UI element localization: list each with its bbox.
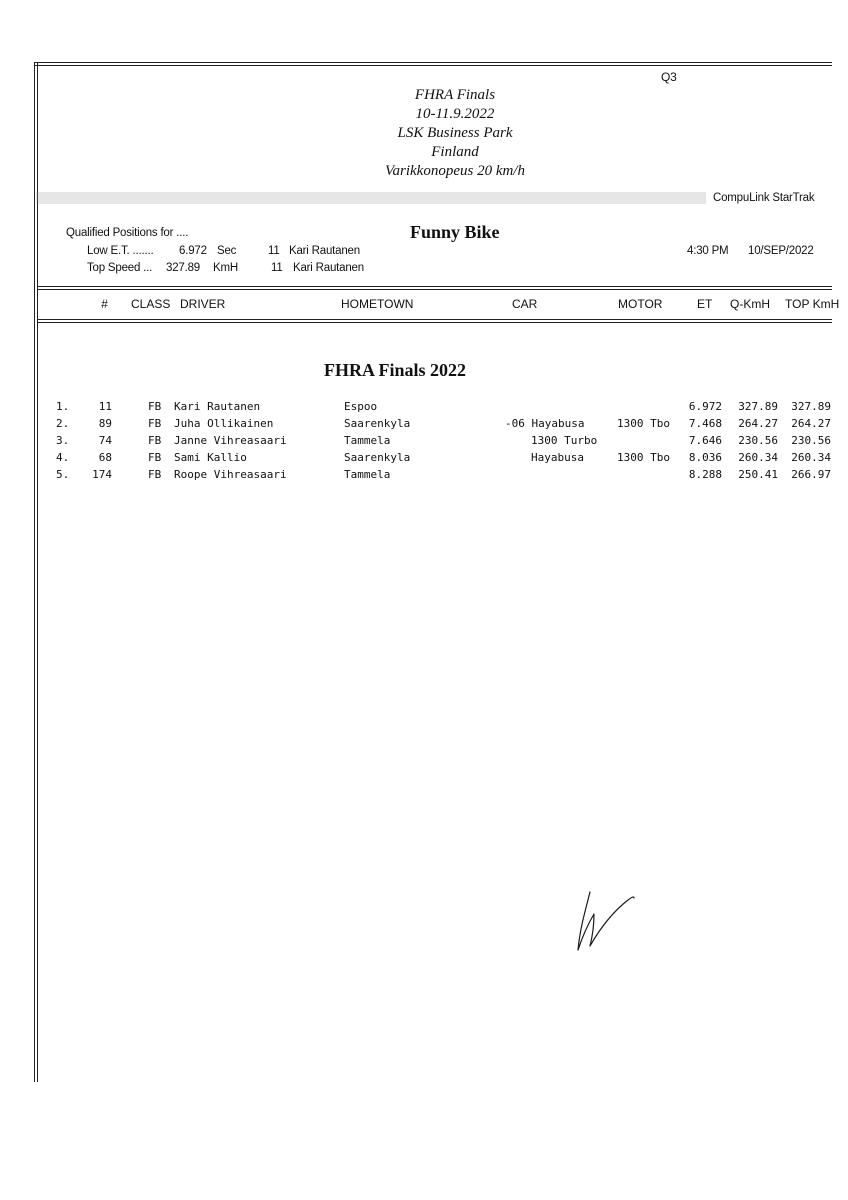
row-class: FB xyxy=(148,434,162,447)
event-country: Finland xyxy=(431,144,479,160)
col-header-car: CAR xyxy=(512,297,538,311)
col-header-motor: MOTOR xyxy=(618,297,663,311)
class-title: Funny Bike xyxy=(410,222,500,242)
row-motor: 1300 Tbo xyxy=(617,451,670,464)
row-number: 68 xyxy=(98,451,112,464)
row-car: Hayabusa xyxy=(531,451,584,464)
left-margin-line-inner xyxy=(37,62,38,1082)
row-et: 8.036 xyxy=(688,451,722,464)
event-header xyxy=(330,86,580,181)
row-position: 3. xyxy=(56,434,70,447)
low-et-driver: Kari Rautanen xyxy=(289,245,360,257)
row-et: 6.972 xyxy=(688,400,722,413)
top-border-line-2 xyxy=(34,65,832,66)
low-et-car-no: 11 xyxy=(268,245,280,257)
column-header-top-line-2 xyxy=(37,289,832,290)
row-driver: Roope Vihreasaari xyxy=(174,468,287,481)
event-note: Varikkonopeus 20 km/h xyxy=(385,163,525,179)
row-qkmh: 250.41 xyxy=(738,468,778,481)
top-speed-unit: KmH xyxy=(213,262,238,274)
low-et-label: Low E.T. ....... xyxy=(87,245,154,257)
col-header-driver: DRIVER xyxy=(180,297,226,311)
col-header-hometown: HOMETOWN xyxy=(341,297,414,311)
column-header-top-line xyxy=(37,286,832,287)
row-motor: 1300 Tbo xyxy=(617,417,670,430)
row-driver: Sami Kallio xyxy=(174,451,247,464)
row-hometown: Tammela xyxy=(344,434,391,447)
row-topkmh: 260.34 xyxy=(791,451,831,464)
row-qkmh: 327.89 xyxy=(738,400,778,413)
row-topkmh: 264.27 xyxy=(791,417,831,430)
col-header-class: CLASS xyxy=(131,297,171,311)
dotted-separator xyxy=(36,192,706,204)
corner-code: Q3 xyxy=(661,70,677,84)
row-topkmh: 230.56 xyxy=(791,434,831,447)
qualified-label: Qualified Positions for .... xyxy=(66,227,189,239)
top-speed-driver: Kari Rautanen xyxy=(293,262,364,274)
row-number: 11 xyxy=(98,400,112,413)
report-date: 10/SEP/2022 xyxy=(748,245,814,257)
event-venue: LSK Business Park xyxy=(397,125,513,141)
top-speed-value: 327.89 xyxy=(166,262,200,274)
row-hometown: Tammela xyxy=(344,468,391,481)
row-class: FB xyxy=(148,451,162,464)
column-header-bottom-line-2 xyxy=(37,322,832,323)
row-driver: Janne Vihreasaari xyxy=(174,434,287,447)
row-topkmh: 327.89 xyxy=(791,400,831,413)
section-title: FHRA Finals 2022 xyxy=(324,360,467,380)
row-number: 74 xyxy=(98,434,112,447)
top-speed-car-no: 11 xyxy=(271,262,283,274)
low-et-unit: Sec xyxy=(217,245,237,257)
left-margin-line-outer xyxy=(34,62,35,1082)
top-border-line xyxy=(34,62,832,63)
col-header-qkmh: Q-KmH xyxy=(730,297,770,311)
row-qkmh: 264.27 xyxy=(738,417,778,430)
top-speed-label: Top Speed ... xyxy=(87,262,153,274)
row-et: 8.288 xyxy=(688,468,722,481)
row-number: 174 xyxy=(92,468,112,481)
low-et-value: 6.972 xyxy=(179,245,207,257)
row-driver: Kari Rautanen xyxy=(174,400,261,413)
row-topkmh: 266.97 xyxy=(791,468,831,481)
row-class: FB xyxy=(148,468,162,481)
row-number: 89 xyxy=(98,417,112,430)
row-hometown: Espoo xyxy=(344,400,378,413)
row-class: FB xyxy=(148,400,162,413)
row-hometown: Saarenkyla xyxy=(344,417,411,430)
col-header-et: ET xyxy=(697,297,713,311)
row-driver: Juha Ollikainen xyxy=(174,417,274,430)
col-header-topkmh: TOP KmH xyxy=(785,297,840,311)
event-name: FHRA Finals xyxy=(414,87,496,103)
column-header-bottom-line xyxy=(37,319,832,320)
row-car: -06 Hayabusa xyxy=(505,417,585,430)
row-hometown: Saarenkyla xyxy=(344,451,411,464)
row-qkmh: 260.34 xyxy=(738,451,778,464)
row-qkmh: 230.56 xyxy=(738,434,778,447)
signature-image xyxy=(568,880,648,960)
row-position: 2. xyxy=(56,417,70,430)
row-position: 5. xyxy=(56,468,70,481)
col-header-num: # xyxy=(101,297,108,311)
row-position: 4. xyxy=(56,451,70,464)
event-dates: 10-11.9.2022 xyxy=(415,106,495,122)
row-et: 7.468 xyxy=(688,417,722,430)
row-car: 1300 Turbo xyxy=(531,434,598,447)
row-position: 1. xyxy=(56,400,70,413)
row-et: 7.646 xyxy=(688,434,722,447)
report-time: 4:30 PM xyxy=(687,245,729,257)
system-label: CompuLink StarTrak xyxy=(713,192,815,204)
row-class: FB xyxy=(148,417,162,430)
